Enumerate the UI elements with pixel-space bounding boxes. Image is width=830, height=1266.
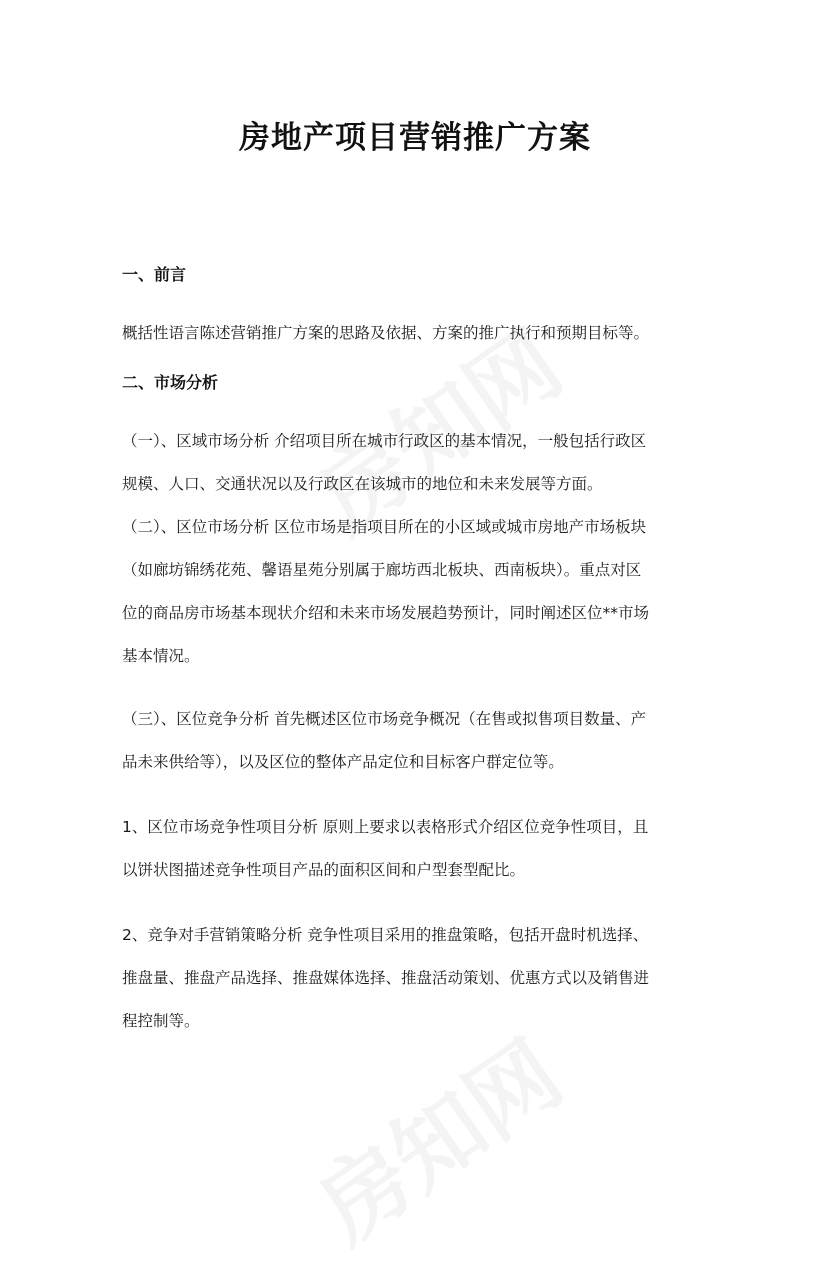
text-line: 概括性语言陈述营销推广方案的思路及依据、方案的推广执行和预期目标等。 <box>122 324 650 342</box>
text-line: 推盘量、推盘产品选择、推盘媒体选择、推盘活动策划、优惠方式以及销售进 <box>122 969 650 987</box>
text-line: 1、区位市场竞争性项目分析 原则上要求以表格形式介绍区位竞争性项目，且 <box>122 818 649 836</box>
text-line: 2、竞争对手营销策略分析 竞争性项目采用的推盘策略，包括开盘时机选择、 <box>122 926 649 944</box>
paragraph-preface <box>122 312 712 355</box>
paragraph-competitor-strategy <box>122 914 712 1043</box>
text-line: （一）、区域市场分析 介绍项目所在城市行政区的基本情况，一般包括行政区 <box>122 432 647 450</box>
text-line: 基本情况。 <box>122 647 200 665</box>
paragraph-competition-analysis <box>122 698 712 784</box>
text-line: （如廊坊锦绣花苑、馨语星苑分别属于廊坊西北板块、西南板块）。重点对区 <box>122 561 642 579</box>
paragraph-competitive-projects <box>122 806 712 892</box>
text-line: 规模、人口、交通状况以及行政区在该城市的地位和未来发展等方面。 <box>122 475 603 493</box>
text-line: （三）、区位竞争分析 首先概述区位市场竞争概况（在售或拟售项目数量、产 <box>122 710 647 728</box>
section-heading-preface: 一、前言 <box>122 265 187 284</box>
text-line: 以饼状图描述竞争性项目产品的面积区间和户型套型配比。 <box>122 861 526 879</box>
section-heading-market-analysis: 二、市场分析 <box>122 373 219 392</box>
paragraph-regional-market <box>122 420 712 678</box>
document-title: 房地产项目营销推广方案 <box>239 120 591 156</box>
text-line: 程控制等。 <box>122 1012 200 1030</box>
watermark-bottom <box>287 1004 583 1265</box>
text-line: （二）、区位市场分析 区位市场是指项目所在的小区域或城市房地产市场板块 <box>122 518 647 536</box>
text-line: 品未来供给等），以及区位的整体产品定位和目标客户群定位等。 <box>122 753 564 771</box>
text-line: 位的商品房市场基本现状介绍和未来市场发展趋势预计，同时阐述区位**市场 <box>122 604 650 622</box>
